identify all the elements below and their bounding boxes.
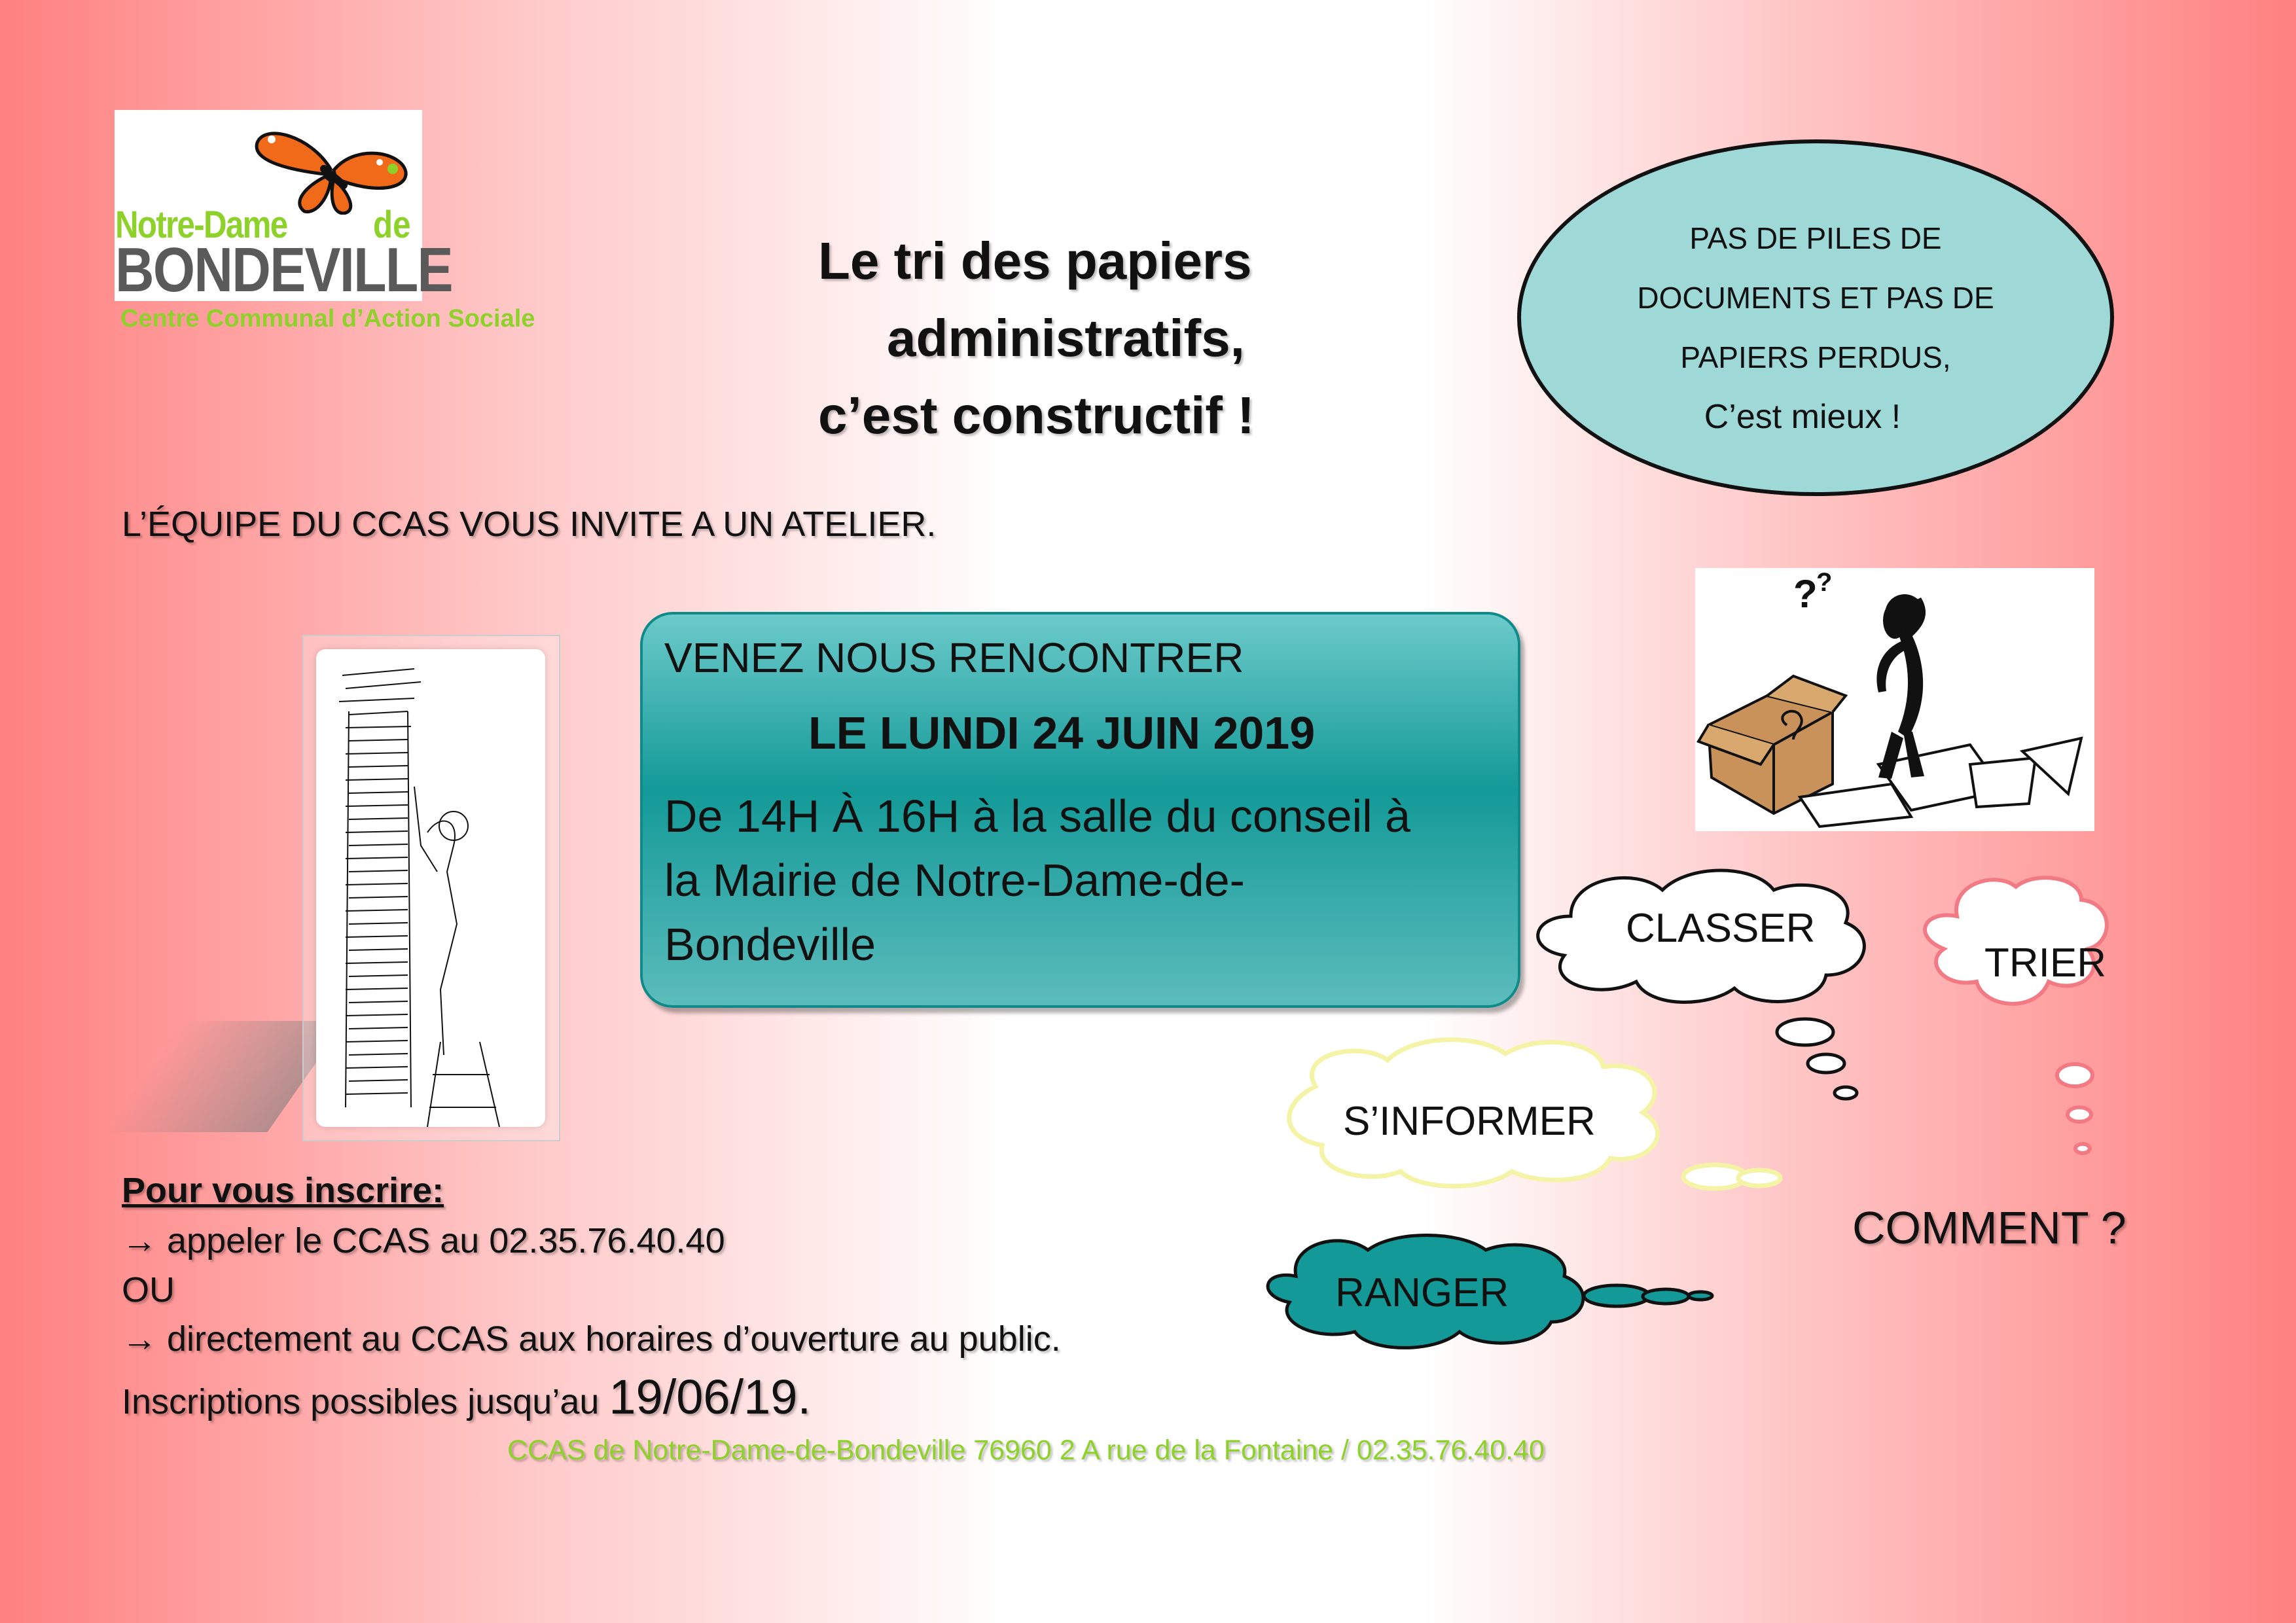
thinking-figure-illustration — [1695, 568, 2094, 831]
meeting-heading: VENEZ NOUS RENCONTRER — [664, 634, 1244, 681]
bubble-line-4: C’est mieux ! — [1704, 398, 1901, 436]
inscription-in-person: → directement au CCAS aux horaires d’ouverture au public. — [122, 1319, 1061, 1359]
logo-name-top: Notre-Dame — [115, 204, 287, 246]
comment-question: COMMENT ? — [1852, 1202, 2126, 1253]
inscription-phone: → appeler le CCAS au 02.35.76.40.40 — [122, 1221, 725, 1260]
title-line-1: Le tri des papiers — [818, 232, 1252, 290]
invite-text: L’ÉQUIPE DU CCAS VOUS INVITE A UN ATELIER. — [122, 505, 937, 544]
inscription-deadline-date: 19/06/19 — [609, 1370, 798, 1424]
inscription-deadline — [122, 1369, 811, 1425]
page-title — [766, 223, 1355, 454]
info-bubble — [1517, 139, 2114, 496]
bubble-line-3: PAPIERS PERDUS, — [1680, 340, 1951, 374]
cloud-label-informer: S’INFORMER — [1343, 1099, 1596, 1144]
thinking-person-icon — [1695, 568, 2094, 831]
inscription-deadline-suffix: . — [797, 1370, 812, 1424]
bubble-line-2: DOCUMENTS ET PAS DE — [1637, 281, 1994, 315]
footer-address: CCAS de Notre-Dame-de-Bondeville 76960 2 A rue de la Fontaine / 02.35.76.40.40 — [507, 1435, 1545, 1466]
inscription-deadline-prefix: Inscriptions possibles jusqu’au — [122, 1382, 609, 1421]
title-line-3: c’est constructif ! — [818, 386, 1255, 444]
logo-name-de: de — [373, 204, 411, 246]
meeting-details-line-3: Bondeville — [664, 919, 876, 970]
logo-name-main: BONDEVILLE — [115, 235, 452, 305]
bubble-line-1: PAS DE PILES DE — [1689, 221, 1942, 255]
meeting-details-line-1: De 14H À 16H à la salle du conseil à — [664, 791, 1411, 842]
svg-text:?: ? — [1816, 568, 1833, 597]
meeting-details-line-2: la Mairie de Notre-Dame-de- — [664, 855, 1245, 906]
inscription-or: OU — [122, 1270, 175, 1310]
logo-subtitle: Centre Communal d’Action Sociale — [120, 305, 535, 332]
paper-stack-icon — [316, 649, 545, 1127]
inscription-heading: Pour vous inscrire: — [122, 1171, 444, 1210]
butterfly-icon — [252, 123, 412, 215]
cloud-label-classer: CLASSER — [1626, 906, 1816, 951]
title-line-2: administratifs, — [887, 309, 1245, 367]
paper-stack-illustration — [316, 649, 545, 1127]
svg-text:?: ? — [1793, 572, 1818, 616]
meeting-date: LE LUNDI 24 JUIN 2019 — [808, 707, 1316, 758]
cloud-label-trier: TRIER — [1984, 940, 2106, 986]
cloud-label-ranger: RANGER — [1335, 1270, 1509, 1315]
cloud-trier-shape — [1925, 878, 2107, 1153]
